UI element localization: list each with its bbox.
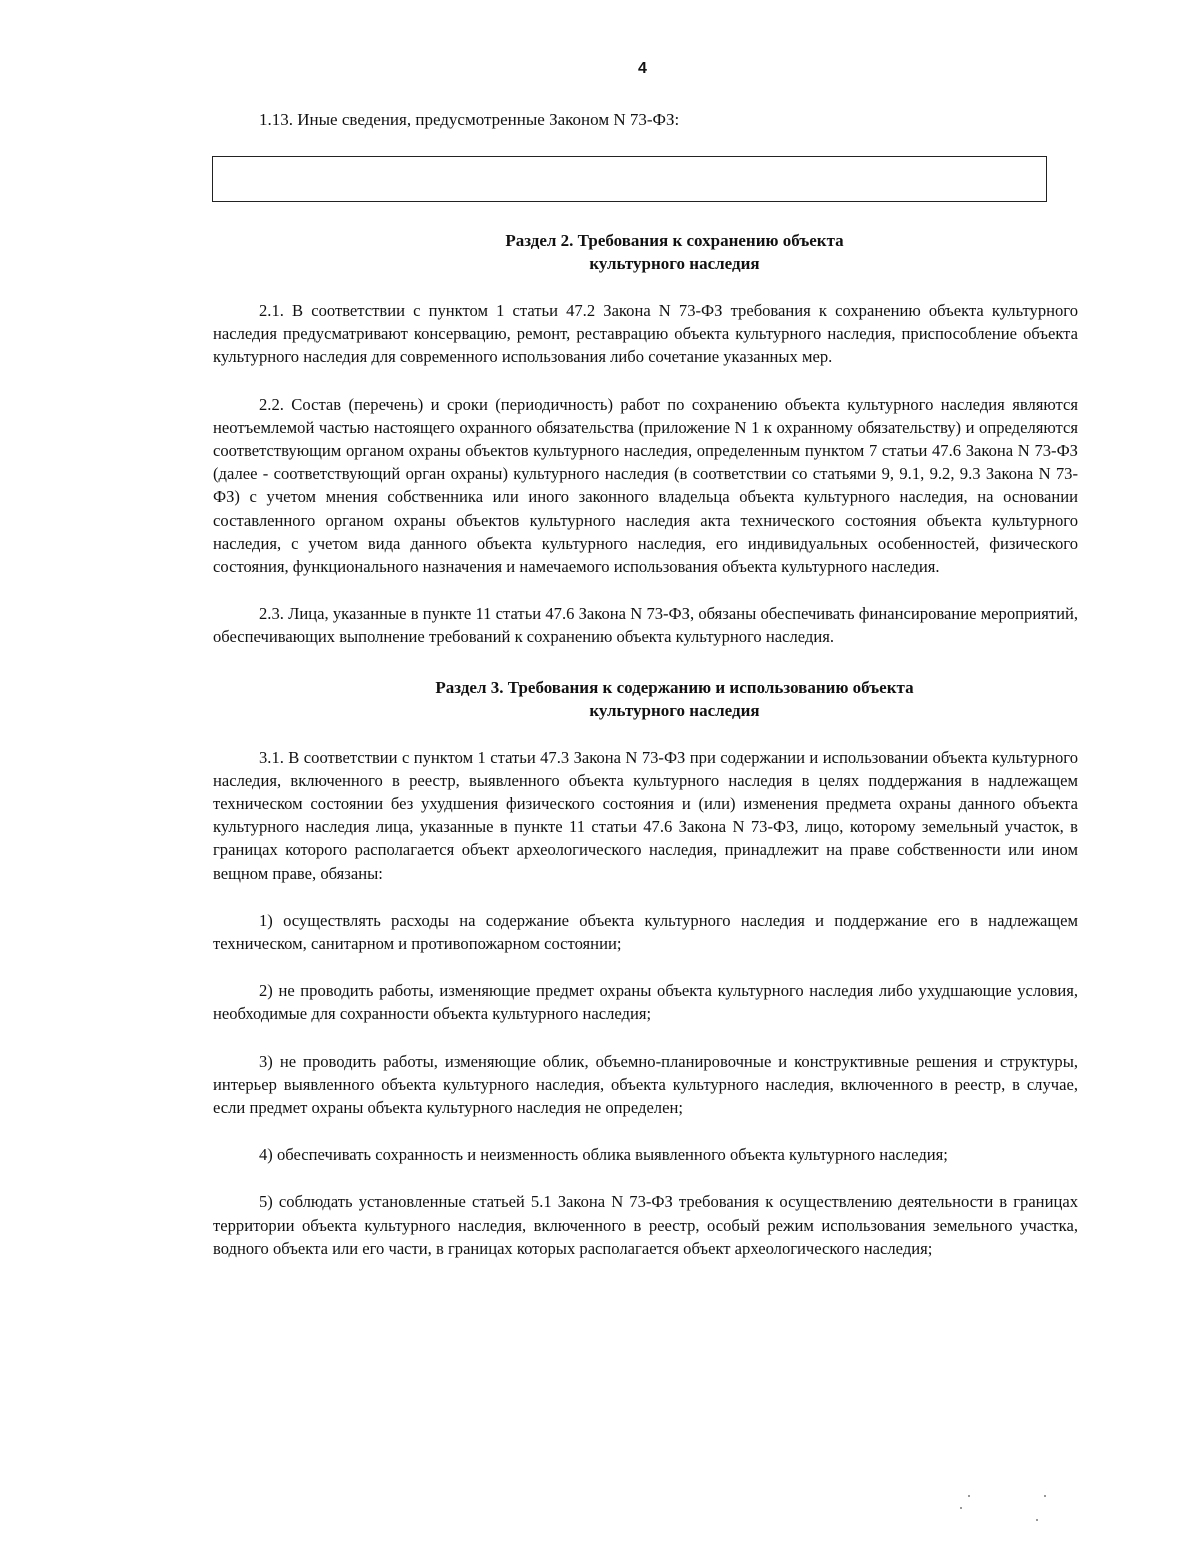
section-3-title-line-1: Раздел 3. Требования к содержанию и использованию объекта — [435, 677, 914, 697]
section-2-title — [213, 229, 1078, 275]
list-item-5: 5) соблюдать установленные статьей 5.1 Закона N 73-ФЗ требования к осуществлению деятельности в границах территории объекта культурного наследия, включенного в реестр, особый режим использования земельного участка, водного объекта или его части, в границах которых располагается объект археологического наследия; — [213, 1192, 1078, 1258]
scan-speck — [1044, 1495, 1046, 1497]
page-number: 4 — [638, 60, 647, 77]
scan-speck — [968, 1495, 970, 1497]
item-1-13-label: 1.13. Иные сведения, предусмотренные Законом N 73-ФЗ: — [259, 110, 680, 129]
scan-specks — [958, 1493, 1058, 1523]
list-item-2: 2) не проводить работы, изменяющие предмет охраны объекта культурного наследия либо ухудшающие условия, необходимые для сохранности объекта культурного наследия; — [213, 981, 1078, 1024]
paragraph-2-3: 2.3. Лица, указанные в пункте 11 статьи 47.6 Закона N 73-ФЗ, обязаны обеспечивать финансирование мероприятий, обеспечивающих выполнение требований к сохранению объекта культурного наследия. — [213, 604, 1078, 647]
section-2-title-line-1: Раздел 2. Требования к сохранению объекта — [505, 231, 844, 250]
list-item-1: 1) осуществлять расходы на содержание объекта культурного наследия и поддержание его в надлежащем техническом, санитарном и противопожарном состоянии; — [213, 910, 1078, 954]
scan-speck — [960, 1507, 962, 1509]
section-2-title-line-2: культурного наследия — [589, 254, 760, 273]
paragraph-2-2: 2.2. Состав (перечень) и сроки (периодичность) работ по сохранению объекта культурного наследия являются неотъемлемой частью настоящего охранного обязательства (приложение N 1 к охранному обязательству) и определяются соответствующим органом охраны объектов культурного наследия, определенным пунктом 7 статьи 47.6 Закона N 73-ФЗ (далее - соответствующий орган охраны) культурного наследия (в соответствии со статьями 9, 9.1, 9.2, 9.3 Закона N 73-ФЗ) с учетом мнения собственника или иного законного владельца объекта культурного наследия, на основании составленного органом охраны объектов культурного наследия акта технического состояния объекта культурного наследия, с учетом вида данного объекта культурного наследия, его индивидуальных особенностей, физического состояния, функционального назначения и намечаемого использования объекта культурного наследия. — [213, 394, 1078, 577]
section-3-title-line-2: культурного наследия — [589, 700, 760, 720]
other-info-box — [212, 156, 1047, 202]
section-3-title — [213, 676, 1078, 722]
paragraph-2-1: 2.1. В соответствии с пунктом 1 статьи 47.2 Закона N 73-ФЗ требования к сохранению объекта культурного наследия предусматривают консервацию, ремонт, реставрацию объекта культурного наследия, приспособление объекта культурного наследия для современного использования либо сочетание указанных мер. — [213, 301, 1078, 367]
list-item-3: 3) не проводить работы, изменяющие облик, объемно-планировочные и конструктивные решения и структуры, интерьер выявленного объекта культурного наследия, объекта культурного наследия, включенного в реестр, в случае, если предмет охраны объекта культурного наследия не определен; — [213, 1051, 1078, 1118]
list-item-4: 4) обеспечивать сохранность и неизменность облика выявленного объекта культурного наследия; — [259, 1145, 948, 1165]
scan-speck — [1036, 1519, 1038, 1521]
document-body — [213, 108, 1078, 1260]
paragraph-3-1: 3.1. В соответствии с пунктом 1 статьи 47.3 Закона N 73-ФЗ при содержании и использовании объекта культурного наследия, включенного в реестр, выявленного объекта культурного наследия в целях поддержания в надлежащем техническом состоянии без ухудшения физического состояния и (или) изменения предмета охраны данного объекта культурного наследия лица, указанные в пункте 11 статьи 47.6 Закона N 73-ФЗ, лицо, которому земельный участок, в границах которого располагается объект археологического наследия, принадлежит на праве собственности или ином вещном праве, обязаны: — [213, 747, 1078, 883]
